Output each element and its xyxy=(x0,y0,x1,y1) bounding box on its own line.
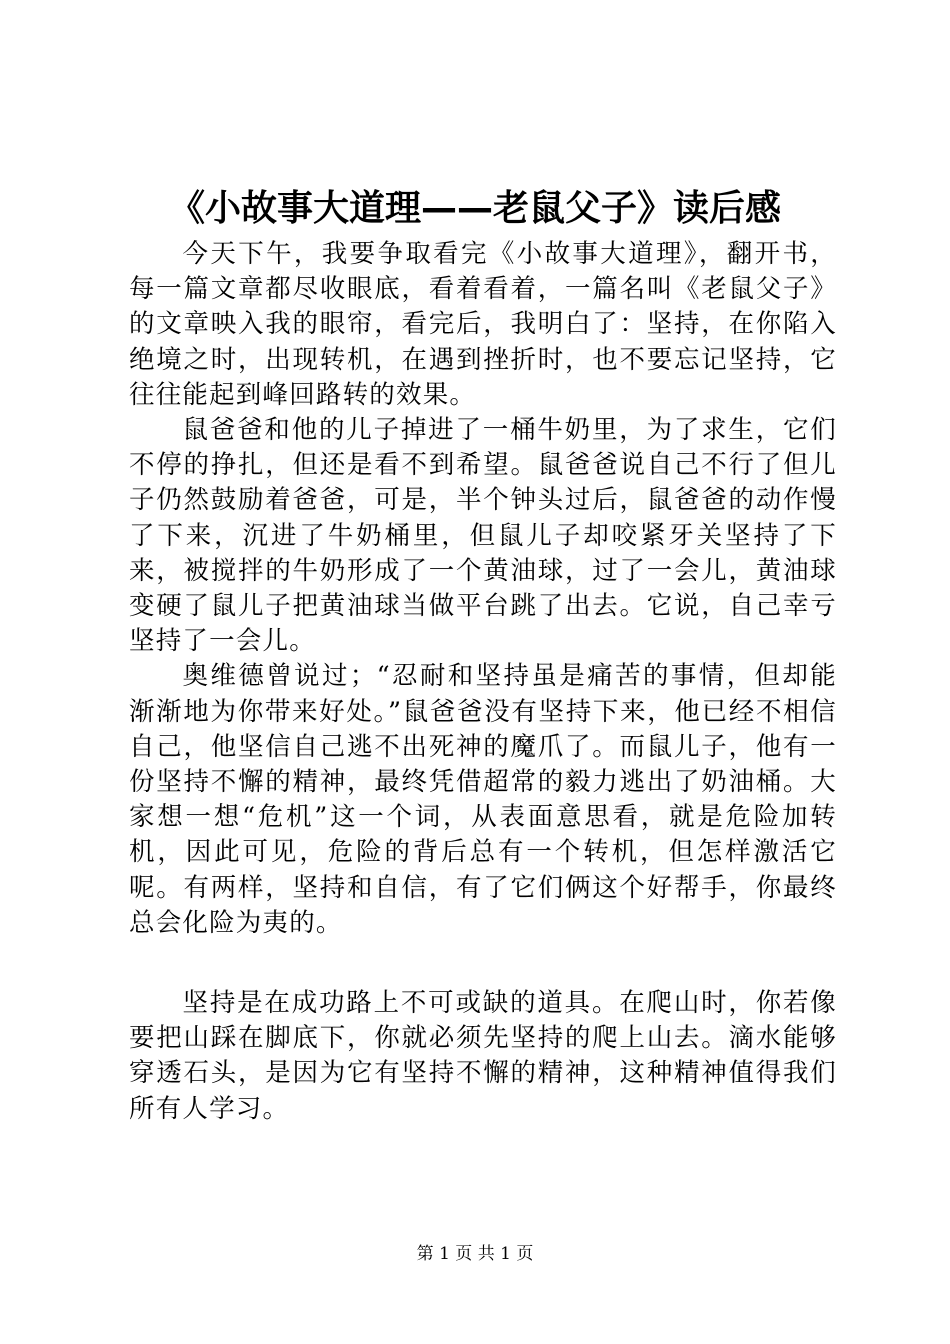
paragraph-1: 今天下午，我要争取看完《小故事大道理》，翻开书，每一篇文章都尽收眼底，看着看着，一篇名叫《老鼠父子》的文章映入我的眼帘，看完后，我明白了：坚持，在你陷入绝境之时，出现转机，在遇到挫折时，也不要忘记坚持，它往往能起到峰回路转的效果。 xyxy=(129,239,837,410)
paragraph-gap xyxy=(129,941,837,986)
page-number-footer: 第 1 页 共 1 页 xyxy=(416,1244,534,1264)
paragraph-2: 鼠爸爸和他的儿子掉进了一桶牛奶里，为了求生，它们不停的挣扎，但还是看不到希望。鼠爸爸说自己不行了但儿子仍然鼓励着爸爸，可是，半个钟头过后，鼠爸爸的动作慢了下来，沉进了牛奶桶里，但鼠儿子却咬紧牙关坚持了下来，被搅拌的牛奶形成了一个黄油球，过了一会儿，黄油球变硬了鼠儿子把黄油球当做平台跳了出去。它说，自己幸亏坚持了一会儿。 xyxy=(129,415,837,657)
document-title: 《小故事大道理——老鼠父子》读后感 xyxy=(168,188,781,229)
paragraph-3: 奥维德曾说过；“忍耐和坚持虽是痛苦的事情，但却能渐渐地为你带来好处。”鼠爸爸没有坚持下来，他已经不相信自己，他坚信自己逃不出死神的魔爪了。而鼠儿子，他有一份坚持不懈的精神，最终凭借超常的毅力逃出了奶油桶。大家想一想“危机”这一个词，从表面意思看，就是危险加转机，因此可见，危险的背后总有一个转机，但怎样激活它呢。有两样，坚持和自信，有了它们俩这个好帮手，你最终总会化险为夷的。 xyxy=(129,661,837,938)
document-body xyxy=(129,237,837,1127)
paragraph-4: 坚持是在成功路上不可或缺的道具。在爬山时，你若像要把山踩在脚底下，你就必须先坚持的爬上山去。滴水能够穿透石头，是因为它有坚持不懈的精神，这种精神值得我们所有人学习。 xyxy=(129,988,837,1124)
